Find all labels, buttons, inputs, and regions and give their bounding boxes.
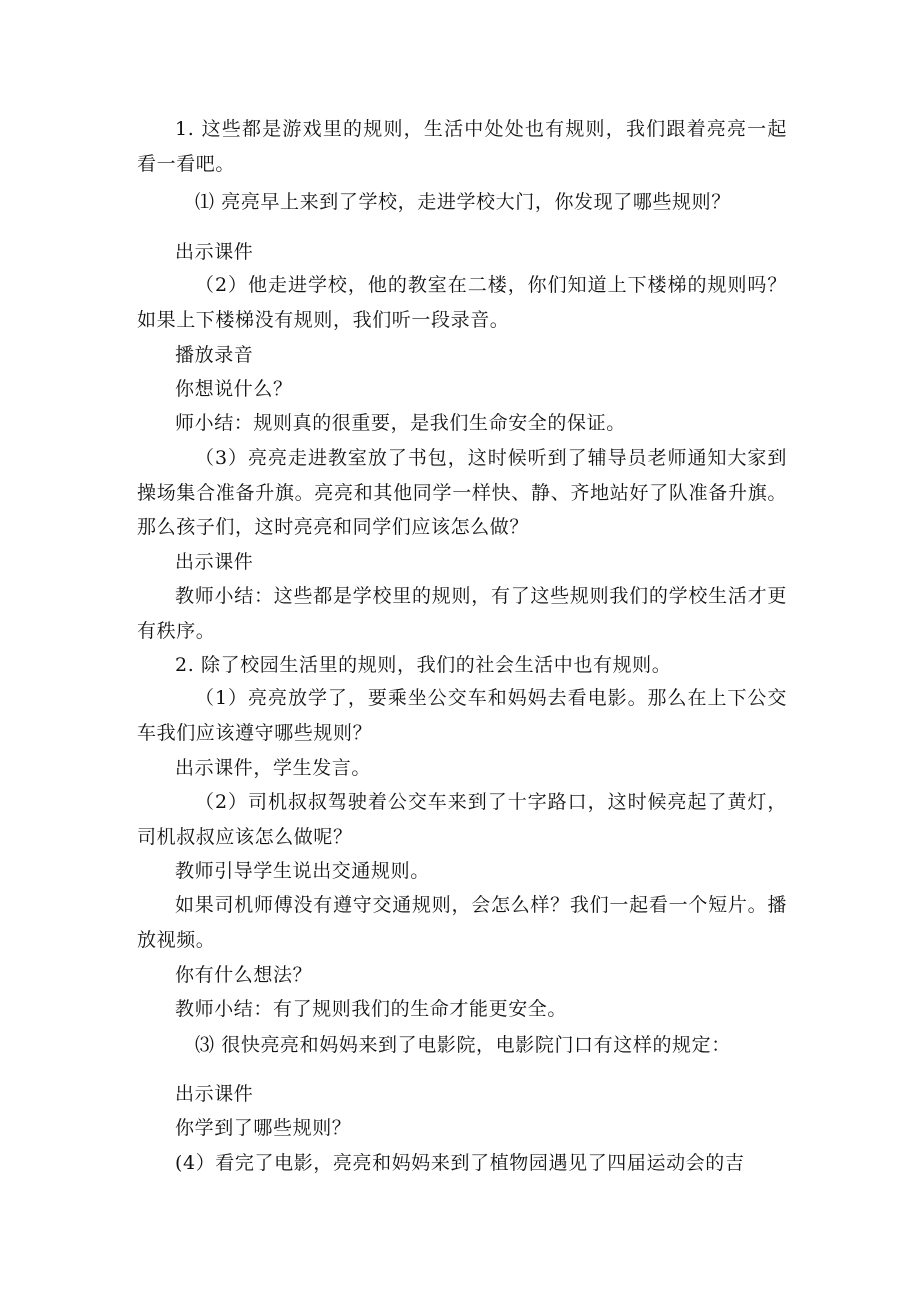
paragraph-3: 出示课件 <box>175 241 254 263</box>
paragraph-14: （2）司机叔叔驾驶着公交车来到了十字路口，这时候亮起了黄灯，司机叔叔应该怎么做呢？ <box>137 791 787 848</box>
paragraph-11: 2. 除了校园生活里的规则，我们的社会生活中也有规则。 <box>175 654 672 676</box>
paragraph-20: 出示课件 <box>175 1083 254 1105</box>
paragraph-21: 你学到了哪些规则？ <box>175 1117 352 1139</box>
paragraph-22: (4）看完了电影，亮亮和妈妈来到了植物园遇见了四届运动会的吉 <box>175 1152 745 1174</box>
paragraph-18: 教师小结：有了规则我们的生命才能更安全。 <box>175 998 568 1020</box>
paragraph-16: 如果司机师傅没有遵守交通规则，会怎么样？我们一起看一个短片。播放视频。 <box>137 894 787 951</box>
paragraph-9: 出示课件 <box>175 551 254 573</box>
paragraph-4: （2）他走进学校，他的教室在二楼，你们知道上下楼梯的规则吗？如果上下楼梯没有规则，我们听一段录音。 <box>137 274 787 331</box>
paragraph-8: （3）亮亮走进教室放了书包，这时候听到了辅导员老师通知大家到操场集合准备升旗。亮亮和其他同学一样快、静、齐地站好了队准备升旗。那么孩子们，这时亮亮和同学们应该怎么做？ <box>137 447 787 538</box>
paragraph-10: 教师小结：这些都是学校里的规则，有了这些规则我们的学校生活才更有秩序。 <box>137 585 787 642</box>
paragraph-7: 师小结：规则真的很重要，是我们生命安全的保证。 <box>175 412 626 434</box>
paragraph-19: ⑶ 很快亮亮和妈妈来到了电影院，电影院门口有这样的规定： <box>195 1034 731 1056</box>
paragraph-1: 1. 这些都是游戏里的规则，生活中处处也有规则，我们跟着亮亮一起看一看吧。 <box>137 118 787 175</box>
paragraph-13: 出示课件，学生发言。 <box>175 757 372 779</box>
paragraph-5: 播放录音 <box>175 344 254 366</box>
paragraph-15: 教师引导学生说出交通规则。 <box>175 860 430 882</box>
paragraph-12: （1）亮亮放学了，要乘坐公交车和妈妈去看电影。那么在上下公交车我们应该遵守哪些规则？ <box>137 687 787 744</box>
paragraph-17: 你有什么想法？ <box>175 964 313 986</box>
paragraph-6: 你想说什么？ <box>175 378 293 400</box>
paragraph-2: ⑴ 亮亮早上来到了学校，走进学校大门，你发现了哪些规则？ <box>195 191 731 213</box>
